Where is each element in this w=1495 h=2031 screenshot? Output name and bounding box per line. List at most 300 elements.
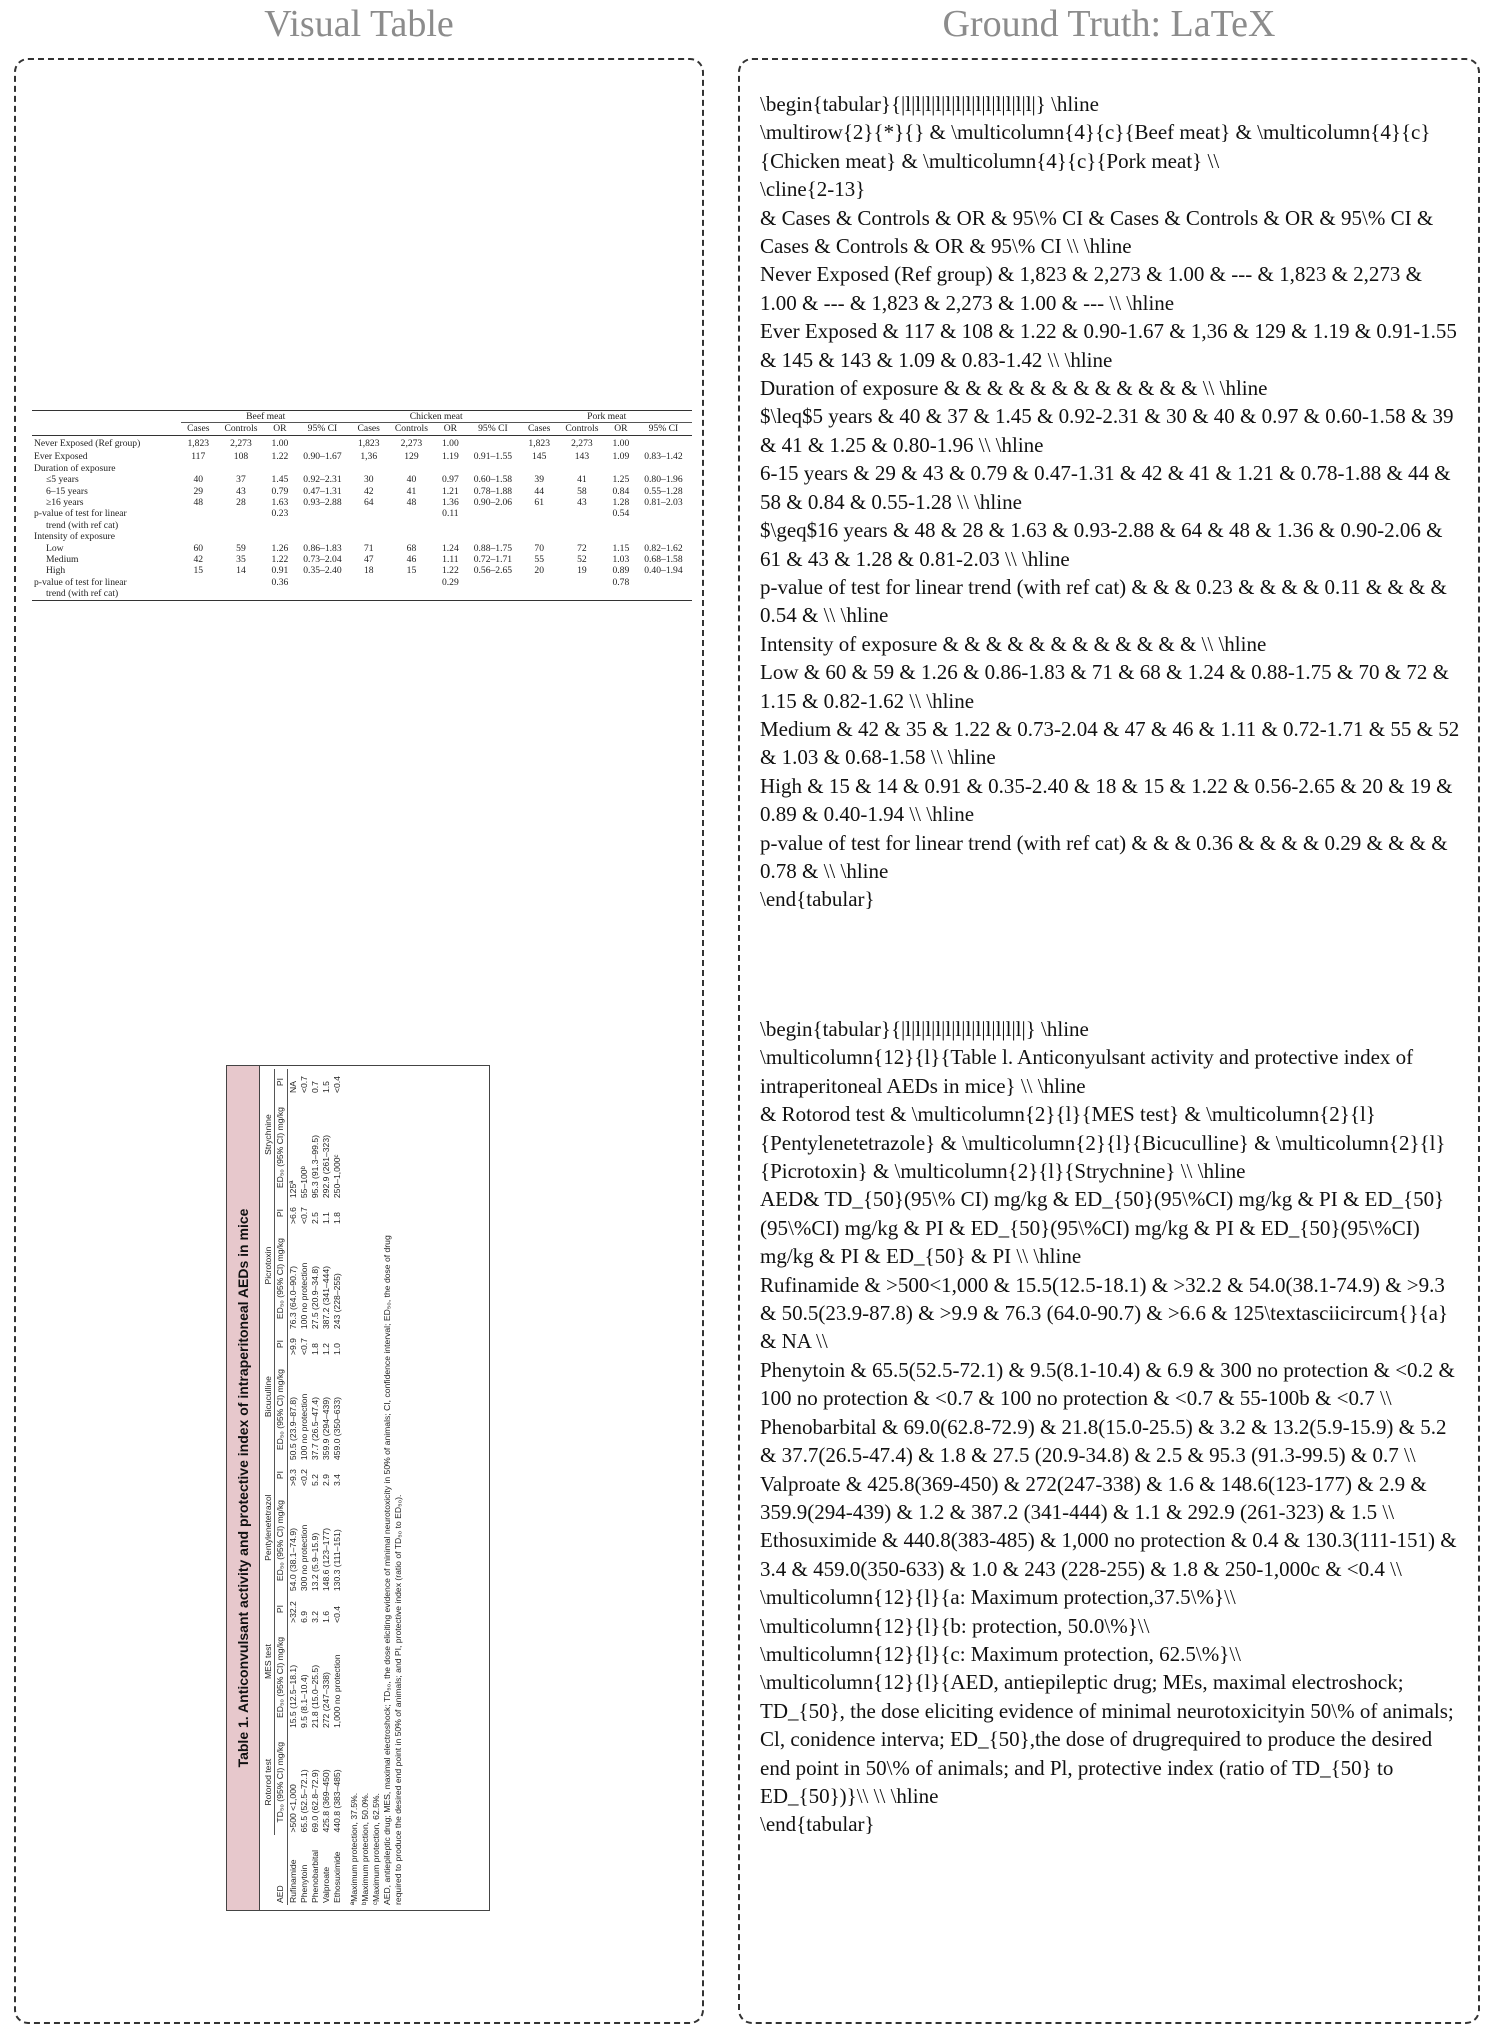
table-cell: 272 (247–338): [321, 1672, 331, 1729]
table-cell: >9.3: [288, 1469, 298, 1487]
latex-line: High & 15 & 14 & 0.91 & 0.35-2.40 & 18 & 15 & 1.22 & 0.56-2.65 & 20 & 19 & 0.89 & 0.40-1.94 \\ \hline: [760, 773, 1453, 827]
table-cell: 0.7: [310, 1081, 320, 1094]
table-cell: [266, 463, 294, 474]
table-cell: [436, 588, 464, 600]
meat-group-header: Pork meat: [521, 411, 692, 423]
row-label: Low: [46, 542, 64, 554]
table-cell: 1.6: [321, 1610, 331, 1623]
row-label: Ever Exposed: [34, 451, 88, 463]
table-cell: 0.56–2.65: [473, 565, 513, 577]
table-cell: 47: [363, 553, 374, 565]
latex-line: $\leq$5 years & 40 & 37 & 1.45 & 0.92-2.31 & 30 & 40 & 0.97 & 0.60-1.58 & 39 & 41 & 1.25 & 0.80-1.96 \\ \hline: [760, 404, 1454, 457]
table-cell: [216, 508, 266, 519]
row-label: p-value of test for linear: [34, 576, 127, 588]
meat-subheader: 95% CI: [294, 423, 351, 435]
table-cell: 0.86–1.83: [303, 542, 342, 554]
table-cell: [387, 520, 437, 531]
table-cell: 0.35–2.40: [303, 565, 342, 577]
table-cell: [521, 531, 557, 542]
table-cell: 1.36: [441, 496, 459, 508]
table-cell: 19: [577, 565, 587, 577]
latex-line: \cline{2-13}: [760, 177, 866, 202]
table-cell: <0.4: [332, 1076, 342, 1094]
latex-line: 6-15 years & 29 & 43 & 0.79 & 0.47-1.31 & 42 & 41 & 1.21 & 0.78-1.88 & 44 & 58 & 0.84 & 0.55-1.28 \\ \hline: [760, 461, 1451, 514]
table-cell: 359.9 (294–439): [321, 1397, 331, 1461]
table-row: [32, 577, 692, 588]
table-cell: 1,823: [357, 437, 380, 449]
meat-table-image: [32, 410, 692, 601]
table-cell: [635, 577, 692, 588]
aed-column-header: PI: [275, 1462, 288, 1488]
aed-column-header-row: [275, 1069, 288, 1905]
table-cell: 0.97: [441, 474, 459, 486]
table-cell: 0.23: [271, 508, 289, 520]
table-cell: 108: [233, 451, 249, 463]
aed-column-header: ED₅₀ (95% CI) mg/kg: [275, 1625, 288, 1730]
table-cell: [294, 531, 351, 542]
aed-group-header: Picrotoxin: [263, 1200, 275, 1331]
ground-truth-heading: Ground Truth: LaTeX: [942, 3, 1276, 45]
table-cell: 1,823: [528, 437, 550, 449]
table-cell: 0.72–1.71: [473, 553, 513, 565]
table-cell: 0.73–2.04: [303, 553, 342, 565]
table-row: [32, 531, 692, 542]
table-row: [32, 474, 692, 485]
table-row: [32, 451, 692, 462]
table-cell: 100 no protection: [299, 1262, 309, 1330]
table-cell: 0.81–2.03: [644, 496, 683, 508]
table-cell: 9.5 (8.1–10.4): [299, 1674, 309, 1729]
table-cell: [351, 531, 387, 542]
table-cell: 46: [406, 553, 417, 565]
table-cell: 0.68–1.58: [644, 553, 683, 565]
table-cell: 29: [193, 485, 204, 497]
header-blank-cell: [263, 1835, 275, 1905]
drug-name: Phenytoin: [299, 1864, 309, 1903]
table-cell: 1.0: [332, 1343, 342, 1356]
table-row: [32, 435, 692, 451]
table-cell: 3.4: [332, 1474, 342, 1487]
row-label: trend (with ref cat): [32, 588, 181, 600]
table-cell: [387, 531, 437, 542]
aed-column-header: PI: [275, 1069, 288, 1095]
table-cell: 48: [193, 496, 204, 508]
table-row: [32, 508, 692, 519]
latex-line: \end{tabular}: [760, 887, 875, 912]
table-cell: 59: [236, 542, 246, 554]
table-cell: 0.80–1.96: [644, 474, 683, 486]
table-cell: 28: [236, 496, 246, 508]
latex-line: $\geq$16 years & 48 & 28 & 1.63 & 0.93-2.88 & 64 & 48 & 1.36 & 0.90-2.06 & 61 & 43 & 1.28 & 0.81-2.03 \\ \hline: [760, 518, 1443, 571]
drug-name: Phenobarbital: [310, 1849, 320, 1903]
table-cell: 0.36: [271, 576, 289, 588]
table-cell: 2,273: [400, 437, 423, 449]
table-cell: [607, 520, 635, 531]
table-cell: NA: [288, 1081, 298, 1094]
footnote: ᵇMaximum protection, 50.0%.: [360, 1792, 370, 1905]
table-cell: 1.22: [271, 451, 289, 463]
table-row: [32, 543, 692, 554]
table-row: [32, 486, 692, 497]
table-cell: [181, 531, 217, 542]
latex-line: Ethosuximide & 440.8(383-485) & 1,000 no protection & 0.4 & 130.3(111-151) & 3.4 & 459.0(350-633) & 1.0 & 243 (228-255) & 1.8 & 250-1,000c & <0.4 \\: [760, 1528, 1457, 1581]
table-cell: 1.22: [441, 565, 459, 577]
table-cell: 1,823: [187, 437, 210, 449]
table-row: [32, 520, 692, 531]
meat-group-header: Beef meat: [181, 411, 351, 423]
table-cell: [635, 520, 692, 531]
table-cell: [266, 531, 294, 542]
table-cell: 0.29: [441, 576, 459, 588]
table-cell: 100 no protection: [299, 1393, 309, 1461]
table-cell: 43: [236, 485, 246, 497]
latex-line: & Rotorod test & \multicolumn{2}{l}{MES test} & \multicolumn{2}{l}{Pentylenetetrazole} & \multicolumn{2}{l}{Bicuculline} & \multicolumn{2}{l}{Picrotoxin} & \multicolumn{2}{l}{Strychnine} \\ \hline: [760, 1102, 1446, 1184]
latex-line: Never Exposed (Ref group) & 1,823 & 2,273 & 1.00 & --- & 1,823 & 2,273 & 1.00 & --- & 1,823 & 2,273 & 1.00 & --- \\ \hline: [760, 262, 1422, 315]
table-cell: [607, 531, 635, 542]
latex-line: Rufinamide & >500<1,000 & 15.5(12.5-18.1) & >32.2 & 54.0(38.1-74.9) & >9.3 & 50.5(23.9-87.8) & >9.9 & 76.3 (64.0-90.7) & >6.6 & 125\textasciicircum{}{a} & NA \\: [760, 1272, 1449, 1354]
meat-subheader: 95% CI: [635, 423, 692, 435]
aed-group-header: Strychnine: [263, 1069, 275, 1200]
aed-table-rotated: [226, 1065, 490, 1911]
table-cell: 1.5: [321, 1081, 331, 1094]
meat-subheader: Cases: [351, 423, 387, 435]
table-cell: 1.11: [442, 553, 459, 565]
aed-column-header: ED₅₀ (95% CI) mg/kg: [275, 1226, 288, 1331]
table-cell: 69.0 (62.8–72.9): [310, 1769, 320, 1833]
table-cell: 148.6 (123–177): [321, 1528, 331, 1592]
table-cell: 0.78–1.88: [473, 485, 513, 497]
table-cell: 3.2: [310, 1610, 320, 1623]
drug-name: Ethosuximide: [332, 1851, 342, 1903]
table-cell: [557, 577, 607, 588]
table-cell: 129: [404, 451, 419, 463]
row-label: trend (with ref cat): [46, 519, 119, 531]
table-row: [288, 1069, 300, 1905]
table-cell: [557, 463, 607, 474]
table-cell: 40: [193, 474, 204, 486]
meat-subheader: OR: [266, 423, 294, 435]
table-cell: <0.7: [299, 1338, 309, 1356]
table-cell: [635, 435, 692, 451]
latex-line: Phenytoin & 65.5(52.5-72.1) & 9.5(8.1-10.4) & 6.9 & 300 no protection & <0.2 & 100 no protection & <0.7 & 100 no protection & <0.7 & 55-100b & <0.7 \\: [760, 1357, 1455, 1411]
table-cell: 2,273: [230, 437, 252, 449]
table-cell: [294, 577, 351, 588]
table-cell: 1.21: [441, 485, 459, 497]
table-cell: 0.91: [271, 565, 289, 577]
table-cell: 1.45: [271, 474, 289, 486]
latex-line: p-value of test for linear trend (with ref cat) & & & 0.23 & & & & 0.11 & & & & 0.54 & \\ \hline: [760, 574, 1447, 628]
table-cell: 71: [363, 542, 374, 554]
drug-name: Rufinamide: [288, 1859, 298, 1903]
table-cell: 40: [406, 474, 417, 486]
table-cell: [387, 463, 437, 474]
table-row: [299, 1069, 310, 1905]
aed-group-header-row: [263, 1069, 275, 1905]
table-cell: 1,36: [360, 451, 378, 463]
row-label: Medium: [46, 553, 79, 565]
latex-line: p-value of test for linear trend (with ref cat) & & & 0.36 & & & & 0.29 & & & & 0.78 & \\ \hline: [760, 830, 1448, 883]
table-cell: [464, 531, 521, 542]
table-cell: [387, 508, 437, 519]
table-cell: 95.3 (91.3–99.5): [310, 1135, 320, 1199]
table-cell: 1.15: [612, 542, 630, 554]
table-cell: 117: [191, 451, 206, 463]
table-cell: [635, 531, 692, 542]
table-cell: 0.60–1.58: [473, 474, 513, 486]
table-cell: 0.84: [612, 485, 630, 497]
table-cell: <0.7: [299, 1076, 309, 1094]
table-cell: 6.9: [299, 1610, 309, 1623]
table-cell: 21.8 (15.0–25.5): [310, 1664, 320, 1729]
table-cell: 2.5: [310, 1212, 320, 1225]
latex-panel: [738, 58, 1480, 2024]
table-cell: [216, 463, 266, 474]
table-cell: >500 <1,000: [288, 1784, 298, 1833]
table-cell: <0.4: [332, 1605, 342, 1623]
meat-subheader: Cases: [181, 423, 217, 435]
table-cell: 250–1,000ᶜ: [332, 1154, 342, 1199]
table-cell: 300 no protection: [299, 1524, 309, 1592]
meat-subheader: Cases: [521, 423, 557, 435]
header-blank-cell: [32, 411, 181, 423]
row-label: p-value of test for linear: [34, 508, 127, 520]
latex-line: \multicolumn{12}{l}{AED, antiepileptic drug; MEs, maximal electroshock; TD_{50}, the dose eliciting evidence of minimal neurotoxicityin 50\% of animals; Cl, conidence interva; ED_{50},the dose of drugrequired to produce the desired end point in 50\% of animals; and Pl, protective index (ratio of TD_{50} to ED_{50})}\\ \\ \hline: [760, 1670, 1454, 1808]
row-label: ≤5 years: [46, 474, 79, 486]
table-cell: 440.8 (383–485): [332, 1769, 342, 1833]
aed-table-image: [226, 1065, 490, 1911]
table-cell: [387, 588, 437, 600]
latex-line: Medium & 42 & 35 & 1.22 & 0.73-2.04 & 47 & 46 & 1.11 & 0.72-1.71 & 55 & 52 & 1.03 & 0.68-1.58 \\ \hline: [760, 716, 1460, 770]
header-blank-cell: [32, 423, 181, 435]
table-cell: 1.28: [612, 496, 630, 508]
table-cell: [464, 520, 521, 531]
latex-line: \multicolumn{12}{l}{b: protection, 50.0\%}\\: [760, 1613, 1150, 1638]
latex-code-meat-table: [760, 90, 1460, 914]
table-cell: [607, 588, 635, 600]
aed-column-header: ED₅₀ (95% CI) mg/kg: [275, 1488, 288, 1593]
drug-name: Valproate: [321, 1866, 331, 1903]
table-cell: 1.19: [441, 451, 459, 463]
table-cell: 14: [236, 565, 246, 577]
table-cell: 1.2: [321, 1343, 331, 1356]
table-cell: >6.6: [288, 1207, 298, 1225]
table-cell: 70: [534, 542, 544, 554]
table-cell: 0.92–2.31: [303, 474, 342, 486]
table-cell: [294, 508, 351, 519]
table-row: [332, 1069, 343, 1905]
table-cell: [464, 577, 521, 588]
latex-line: Valproate & 425.8(369-450) & 272(247-338) & 1.6 & 148.6(123-177) & 2.9 & 359.9(294-439) & 1.2 & 387.2 (341-444) & 1.1 & 292.9 (261-323) & 1.5 \\: [760, 1471, 1427, 1524]
table-cell: 18: [363, 565, 374, 577]
table-cell: [635, 508, 692, 519]
table-cell: 41: [577, 474, 587, 486]
table-cell: 0.88–1.75: [473, 542, 513, 554]
table-cell: 2.9: [321, 1474, 331, 1487]
row-label: Never Exposed (Ref group): [34, 437, 141, 449]
table-cell: 1.63: [271, 496, 289, 508]
table-cell: [436, 531, 464, 542]
table-cell: [216, 577, 266, 588]
table-cell: 1.26: [271, 542, 289, 554]
latex-line: \end{tabular}: [760, 1812, 875, 1837]
table-cell: 42: [363, 485, 374, 497]
table-cell: 5.2: [310, 1474, 320, 1487]
footnote: ªMaximum protection, 37.5%.: [349, 1792, 359, 1905]
table-cell: [557, 520, 607, 531]
table-cell: [351, 520, 387, 531]
table-cell: [181, 588, 217, 600]
table-cell: 0.47–1.31: [303, 485, 342, 497]
table-cell: [266, 588, 294, 600]
latex-line: Low & 60 & 59 & 1.26 & 0.86-1.83 & 71 & 68 & 1.24 & 0.88-1.75 & 70 & 72 & 1.15 & 0.82-1.62 \\ \hline: [760, 660, 1449, 713]
footnote: AED, antiepileptic drug; MES, maximal electroshock; TD₅₀, the dose eliciting evidence of minimal neurotoxicity in 50% of animals; CI, confidence interval; ED₅₀, the dose of drug: [382, 1235, 392, 1905]
latex-line: Ever Exposed & 117 & 108 & 1.22 & 0.90-1.67 & 1,36 & 129 & 1.19 & 0.91-1.55 & 145 & 143 & 1.09 & 0.83-1.42 \\ \hline: [760, 319, 1457, 372]
table-cell: [351, 577, 387, 588]
table-cell: 20: [534, 565, 544, 577]
footnote: required to produce the desired end point in 50% of animals; and PI, protective index (ratio of TD₅₀ to ED₅₀).: [393, 1494, 403, 1905]
table-cell: [521, 508, 557, 519]
table-cell: [557, 531, 607, 542]
aed-column-header: AED: [275, 1835, 288, 1905]
table-cell: [216, 520, 266, 531]
table-cell: [294, 463, 351, 474]
table-row: [32, 497, 692, 508]
table-cell: 39: [534, 474, 544, 486]
table-cell: [266, 520, 294, 531]
table-cell: 0.90–1.67: [303, 451, 342, 463]
meat-subheader: Controls: [557, 423, 607, 435]
aed-column-header: ED₅₀ (95% CI) mg/kg: [275, 1095, 288, 1200]
table-cell: [351, 588, 387, 600]
table-cell: 42: [193, 553, 204, 565]
meat-group-header-row: [32, 411, 692, 423]
table-cell: 125ª: [288, 1180, 298, 1199]
table-cell: 43: [577, 496, 587, 508]
table-cell: 44: [534, 485, 544, 497]
table-cell: [294, 520, 351, 531]
aed-column-header: ED₅₀ (95% CI) mg/kg: [275, 1357, 288, 1462]
table-cell: 243 (228–255): [332, 1273, 342, 1330]
aed-group-header: Bicuculline: [263, 1331, 275, 1462]
table-cell: <0.7: [299, 1207, 309, 1225]
aed-group-header: MES test: [263, 1593, 275, 1730]
table-row: [32, 565, 692, 576]
table-cell: [216, 531, 266, 542]
table-cell: [181, 508, 217, 519]
table-cell: 0.83–1.42: [644, 451, 683, 463]
table-row: [310, 1069, 321, 1905]
table-cell: [294, 435, 351, 451]
table-cell: [436, 463, 464, 474]
table-cell: 60: [193, 542, 204, 554]
table-cell: 0.54: [612, 508, 630, 520]
table-cell: [521, 577, 557, 588]
table-cell: 0.93–2.88: [303, 496, 342, 508]
meat-subheader: OR: [607, 423, 635, 435]
table-cell: 13.2 (5.9–15.9): [310, 1532, 320, 1592]
meat-group-header: Chicken meat: [351, 411, 521, 423]
visual-table-heading: Visual Table: [264, 3, 454, 45]
table-cell: 1.09: [612, 451, 630, 463]
table-cell: 1.00: [441, 437, 459, 449]
table-cell: [351, 463, 387, 474]
latex-line: \multicolumn{12}{l}{c: Maximum protection, 62.5\%}\\: [760, 1641, 1242, 1666]
latex-line: Phenobarbital & 69.0(62.8-72.9) & 21.8(15.0-25.5) & 3.2 & 13.2(5.9-15.9) & 5.2 & 37.7(26.5-47.4) & 1.8 & 27.5 (20.9-34.8) & 2.5 & 95.3 (91.3-99.5) & 0.7 \\: [760, 1414, 1447, 1468]
table-cell: [521, 520, 557, 531]
table-cell: 0.82–1.62: [644, 542, 683, 554]
table-cell: 1.8: [332, 1212, 342, 1225]
table-cell: 143: [574, 451, 590, 463]
table-cell: [464, 508, 521, 519]
table-cell: 55: [534, 553, 544, 565]
table-cell: [436, 520, 464, 531]
table-cell: 1.03: [612, 553, 630, 565]
table-cell: 48: [406, 496, 417, 508]
table-cell: 292.9 (261–323): [321, 1135, 331, 1199]
table-cell: 54.0 (38.1–74.9): [288, 1528, 298, 1592]
latex-line: \multirow{2}{*}{} & \multicolumn{4}{c}{Beef meat} & \multicolumn{4}{c}{Chicken meat} & \multicolumn{4}{c}{Pork meat} \\: [760, 120, 1431, 173]
latex-line: \begin{tabular}{|l|l|l|l|l|l|l|l|l|l|l|l|l|} \hline: [760, 92, 1099, 116]
table-cell: [464, 435, 521, 451]
table-cell: 130.3 (111–151): [332, 1529, 342, 1592]
table-cell: 30: [363, 474, 374, 486]
table-cell: 0.79: [271, 485, 289, 497]
meat-table: [32, 410, 692, 601]
table-cell: >9.9: [288, 1338, 298, 1356]
table-cell: [607, 463, 635, 474]
aed-column-header: TD₅₀ (95% CI) mg/kg: [275, 1730, 288, 1835]
aed-table-footnotes: [349, 1071, 404, 1905]
row-label: 6–15 years: [46, 485, 88, 497]
meat-subheader-row: [32, 423, 692, 435]
table-cell: 1.24: [441, 542, 459, 554]
latex-line: & Cases & Controls & OR & 95\% CI & Cases & Controls & OR & 95\% CI & Cases & Controls & OR & 95\% CI \\ \hline: [760, 205, 1434, 259]
row-label: Duration of exposure: [34, 462, 116, 474]
table-cell: [635, 463, 692, 474]
table-row: [32, 463, 692, 474]
table-cell: [521, 588, 557, 600]
table-cell: 72: [577, 542, 587, 554]
table-cell: >32.2: [288, 1601, 298, 1623]
aed-table: [263, 1069, 343, 1905]
table-cell: 61: [534, 496, 544, 508]
table-cell: [521, 463, 557, 474]
table-cell: 68: [406, 542, 417, 554]
table-cell: 1.1: [321, 1212, 331, 1225]
table-row: [32, 554, 692, 565]
table-cell: 37.7 (26.5–47.4): [310, 1397, 320, 1461]
table-cell: 65.5 (52.5–72.1): [299, 1769, 309, 1833]
table-cell: 15: [193, 565, 204, 577]
table-cell: 35: [236, 553, 246, 565]
visual-table-panel: [14, 58, 704, 2024]
table-cell: 76.3 (64.0–90.7): [288, 1266, 298, 1330]
table-cell: 1.00: [271, 437, 289, 449]
table-cell: [216, 588, 266, 600]
row-label: ≥16 years: [46, 496, 84, 508]
table-cell: [181, 577, 217, 588]
table-cell: 55–100ᵇ: [299, 1166, 309, 1199]
meat-subheader: 95% CI: [464, 423, 521, 435]
aed-column-header: PI: [275, 1331, 288, 1357]
table-cell: 15: [406, 565, 417, 577]
table-cell: 1.22: [271, 553, 289, 565]
table-cell: [181, 463, 217, 474]
aed-column-header: PI: [275, 1593, 288, 1625]
table-cell: 52: [577, 553, 587, 565]
table-cell: 0.78: [612, 576, 630, 588]
table-cell: 145: [532, 451, 547, 463]
